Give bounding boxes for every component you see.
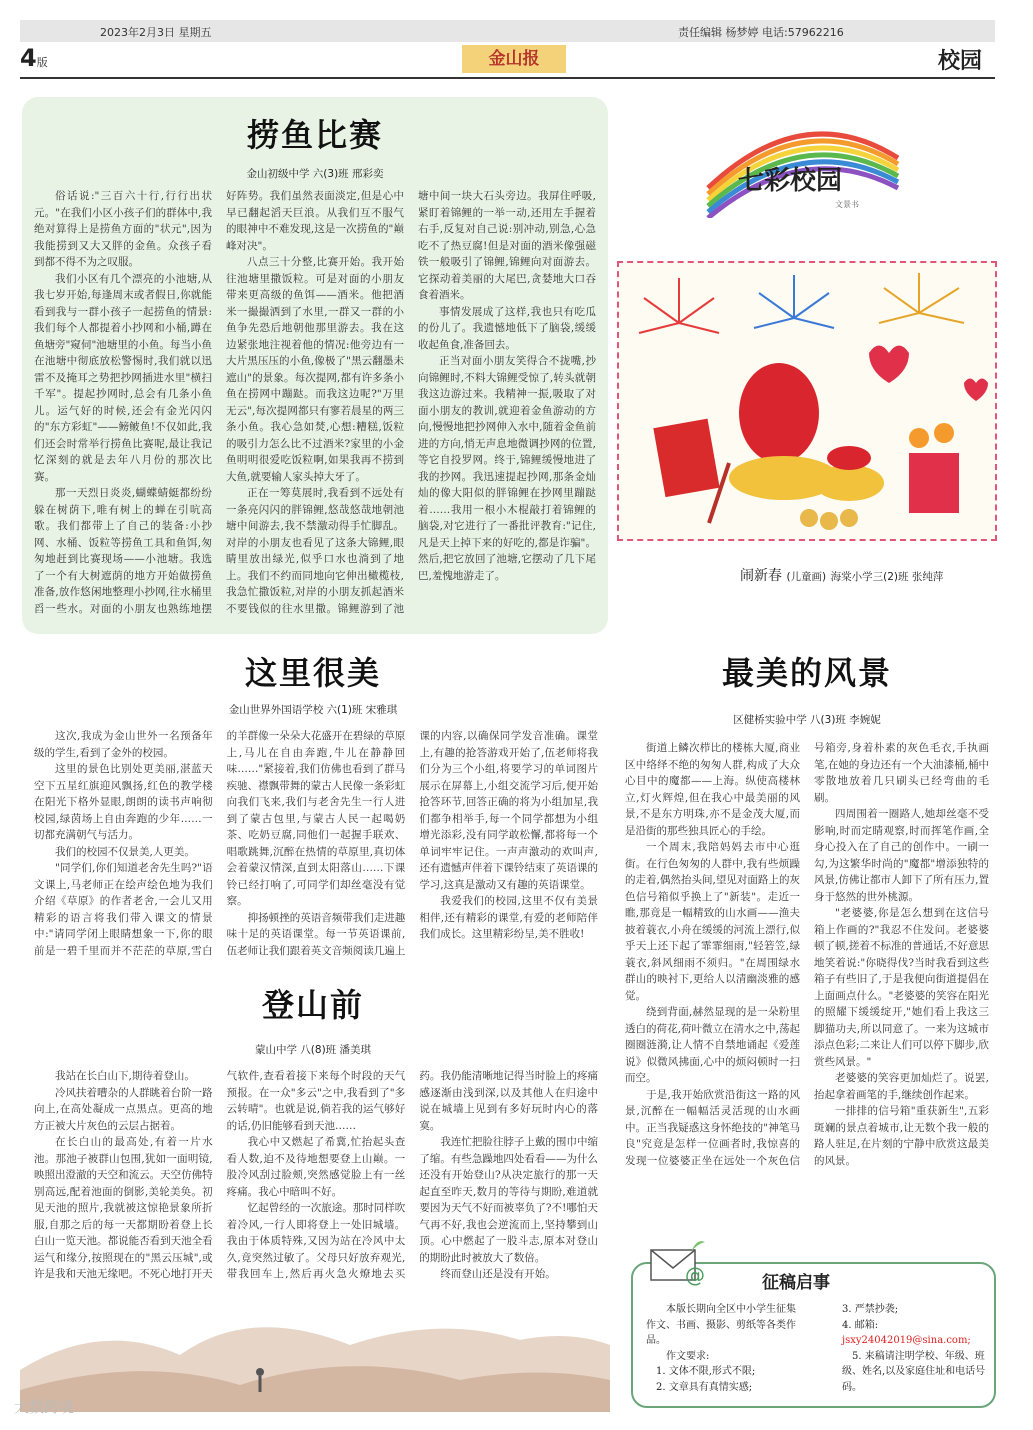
notice-line: 本版长期向全区中小学生征集作文、书画、摄影、剪纸等各类作品。 — [646, 1304, 796, 1346]
article-paragraph: 正当对面小朋友笑得合不拢嘴,抄向锦鲤时,不料大锦鲤受惊了,转头就朝我这边游过来。我精神一振,吸取了对面小朋友的教训,就迎着金鱼游动的方向,慢慢地把抄网伸入水中,随着金鱼前进的方向,悄无声息地微调抄网的位置,等它自投罗网。终于,锦鲤缓慢地进了我的抄网。我迅速提起抄网,那条金灿灿的像大阳似的胖锦鲤在抄网里蹦跶着……我用一根小木棍敲打着锦鲤的脑袋,对它进行了一番批评教育:"记住,凡是天上掉下来的好吃的,都是诈骗"。然后,把它放回了池塘,它摆动了几下尾巴,羞愧地游走了。 — [418, 355, 596, 582]
article-paragraph: 我连忙把脸往脖子上戴的围巾中缩了缩。有些急躁地四处看看——为什么还没有开始登山?从决定旅行的那一天起直至昨天,数月的等待与期盼,难道就要因为天气不好而被辜负了?不!哪怕天气再不好,我也会逆流而上,坚持攀到山顶。心中燃起了一股斗志,原本对登山的期盼此时被放大了数倍。 — [419, 1136, 598, 1264]
article-paragraph: 俗话说:"三百六十行,行行出状元。"在我们小区小孩子们的群体中,我绝对算得上是捞鱼方面的"状元",因为我能捞到又大又胖的金鱼。众孩子看到都不得不为之叹服。 — [34, 190, 212, 268]
article-paragraph: 一排排的信号箱"重获新生",五彩斑斓的景点着城市,让无数个我一般的路人驻足,在片刻的宁静中欣赏这最美的风景。 — [814, 1105, 989, 1167]
section-name: 校园 — [938, 49, 983, 74]
banner-signature: 文景书 — [835, 200, 859, 209]
notice-line: 5. 来稿请注明学校、年级、班级、姓名,以及家庭住址和电话号码。 — [842, 1350, 986, 1393]
article-paragraph: 抑扬顿挫的英语音频带我们走进趣味十足的英语课堂。每一节英语课前,伍老师让我们跟着英文音频阅读几遍上课的内容,以确保同学发音准确。课堂上,有趣的抢答游戏开始了,伍老师将我们分为三个小组,将要学习的单词图片展示在屏幕上,小组交流学习后,便开始抢答环节,回答正确的将为小组加星,我们都争相举手,每一个同学都想为小组增光添彩,没有同学敢松懈,都将每一个单词牢牢记住。一声声激动的欢叫声,还有遗憾声伴着下课铃结束了英语课的学习,这真是激动又有趣的英语课堂。 — [226, 730, 598, 957]
article-body — [34, 1068, 598, 1296]
article-paragraph: 终而登山还是没有开始。 — [440, 1268, 556, 1280]
newspaper-logo: 金山报 — [462, 45, 566, 73]
article-title: 登山前 — [261, 986, 364, 1024]
article-byline: 区健桥实验中学 八(3)班 李婉妮 — [733, 714, 881, 726]
notice-line: 作文要求: — [666, 1350, 710, 1362]
article-byline: 金山世界外国语学校 六(1)班 宋雅琪 — [228, 704, 398, 716]
article-paragraph: 我爱我们的校园,这里不仅有美景相伴,还有精彩的课堂,有爱的老师陪伴我们成长。这里精彩纷呈,美不胜收! — [419, 895, 598, 940]
article-paragraph: 绕到背面,赫然显现的是一朵粉里透白的荷花,荷叶微立在清水之中,荡起圈圈涟漪,让人情不自禁地诵起《爱莲说》似微风拂面,心中的烦闷顿时一扫而空。 — [625, 1006, 800, 1084]
article-paragraph: 我们的校园不仅景美,人更美。 — [55, 845, 195, 858]
notice-line: 1. 文体不限,形式不限; — [656, 1366, 756, 1377]
article-title: 最美的风景 — [721, 654, 892, 692]
watermark: 大数跨境 — [14, 1398, 75, 1416]
article-paragraph: 这次,我成为金山世外一名预备年级的学生,看到了金外的校园。 — [34, 730, 213, 759]
article-paragraph: 街道上鳞次栉比的楼栋大厦,商业区中络绎不绝的匆匆人群,构成了大众心目中的魔都——上海。纵使高楼林立,灯火辉煌,但在我心中最美丽的风景,不是东方明珠,亦不是金茂大厦,而是沿街的那些独具匠心的手绘。 — [625, 742, 800, 837]
header-rule — [20, 77, 995, 79]
article-byline: 蒙山中学 八(8)班 潘美琪 — [254, 1044, 372, 1056]
article-byline: 金山初级中学 六(3)班 邢彩奕 — [246, 168, 384, 180]
notice-line: 2. 文章具有真情实感; — [656, 1381, 753, 1393]
article-body — [625, 740, 989, 1198]
article-paragraph: 正在一筹莫展时,我看到不远处有一条亮闪闪的胖锦鲤,悠哉悠哉地朝池塘中间游去,我不禁激动得手忙脚乱。对岸的小朋友也看见了这条大锦鲤,眼睛里放出绿光,似乎口水也淌到了地上。我们不约而同地向它伸出橄榄枝,我急忙撒饭粒,对岸的小朋友抓起酒米不要钱似的往水里撒。锦鲤游到了池塘中间一块大石头旁边。我屏住呼吸,紧盯着锦鲤的一举一动,还用左手握着右手,反复对自己说:别冲动,别急,心急吃不了热豆腐!但是对面的酒米像强磁铁一般吸引了锦鲤,锦鲤向对面游去。它探动着美丽的大尾巴,贪婪地大口吞食着酒米。 — [226, 190, 596, 615]
article-paragraph: "同学们,你们知道老舍先生吗?"语文课上,马老师正在绘声绘色地为我们介绍《草原》的作者老舍,一会儿又用精彩的语言将我们带入课文的情景中:"请同学闭上眼睛想象一下,你的眼前是一碧千里而并不茫茫的草原,雪白的羊群像一朵朵大花盛开在碧绿的草原上,马儿在自由奔跑,牛儿在静静回味……"紧接着,我们仿佛也看到了群马疾驰、襟飘带舞的蒙古人民像一条彩虹向我们飞来,我们与老舍先生一行人进到了蒙古包里,与蒙古人民一起喝奶茶、吃奶豆腐,同他们一起握手联欢、唱歌跳舞,沉醉在热情的草原里,真切体会着蒙汉情深,直到太阳落山……下课铃已经打响了,可同学们却丝毫没有觉察。 — [34, 730, 406, 957]
notice-line: 3. 严禁抄袭; — [842, 1304, 899, 1315]
article-paragraph: 四周围着一圈路人,她却丝毫不受影响,时而定睛观察,时而挥笔作画,全身心投入在了自己的创作中。一刷一勾,为这繁华时尚的"魔都"增添独特的风景,仿佛让都市人卸下了所有压力,置身于悠然的世外桃源。 — [814, 808, 989, 903]
article-body — [34, 728, 598, 964]
article-paragraph: 在长白山的最高处,有着一片水池。那池子被群山包围,犹如一面明镜,映照出澄澈的天空和流云。天空仿佛特别高远,配着池面的倒影,美轮美奂。初见天池的照片,我就被这惊艳景象所折服,自那之后的每一天都期盼着登上长白山一览天池。都说能否看到天池全看运气和缘分,按照现在的"黑云压城",或许是我和天池无缘吧。不死心地打开天气软件,查看着接下来每个时段的天气预报。在一众"多云"之中,我看到了"多云转晴"。也就是说,倘若我的运气够好的话,仍旧能够看到天池…… — [34, 1070, 406, 1280]
notice-title: 征稿启事 — [762, 1273, 830, 1293]
notice-right-column — [842, 1302, 987, 1395]
article-paragraph: 我心中又燃起了希冀,忙抬起头查看人数,迫不及待地想要登上山巅。一股冷风刮过脸颊,突然感觉脸上有一丝疼痛。我心中暗叫不好。 — [226, 1136, 406, 1198]
article-paragraph: 事情发展成了这样,我也只有吃瓜的份儿了。我遗憾地低下了脑袋,缓缓收起鱼食,准备回去。 — [418, 305, 596, 351]
article-paragraph: "老婆婆,你是怎么想到在这信号箱上作画的?"我忍不住发问。老婆婆顿了顿,搓着不标准的普通话,不好意思地笑着说:"你晓得伐?当时我看到这些箱子有些旧了,于是我便向街道提倡在上面画点什么。"老婆婆的笑容在阳光的照耀下缓缓绽开,"她们看上我这三脚猫功夫,所以同意了。一来为这城市添点色彩;二来让人们可以停下脚步,欣赏些风景。" — [814, 907, 989, 1068]
article-body — [34, 188, 596, 624]
submission-email[interactable]: jsxy24042019@sina.com; — [842, 1335, 971, 1346]
banner-title: 七彩校园 — [738, 166, 843, 196]
article-paragraph: 冷风扶着嘈杂的人群眺着台阶一路向上,在高处凝成一点黑点。更高的地方正被大片灰色的云层占据着。 — [34, 1086, 213, 1132]
notice-left-column — [646, 1302, 804, 1395]
article-title: 这里很美 — [244, 654, 381, 692]
article-paragraph: 老婆婆的笑容更加灿烂了。说罢,抬起拿着画笔的手,继续创作起来。 — [814, 1072, 989, 1101]
envelope-icon — [647, 1236, 709, 1288]
notice-line: 4. 邮箱: — [842, 1319, 879, 1331]
article-paragraph: 那一天烈日炎炎,蝴蝶蜻蜓都纷纷躲在树荫下,唯有树上的蝉在引吭高歌。我们都带上了自己的装备:小抄网、水桶、饭粒等捞鱼工具和鱼饵,匆匆地赶到比赛现场——小池塘。我选了一个有大树遮荫的地方开始做捞鱼准备,放作悠闲地整理小抄网,往水桶里舀一些水。对面的小朋友也熟练地摆好阵势。我们虽然表面淡定,但是心中早已翻起滔天巨浪。从我们互不服气的眼神中不难发现,这是一次捞鱼的"巅峰对决"。 — [34, 190, 404, 615]
painting-image — [619, 263, 995, 539]
article-paragraph: 这里的景色比别处更美丽,湛蓝天空下五星红旗迎风飘扬,红色的教学楼在阳光下格外显眼,朗朗的读书声响彻校园,绿茵场上自由奔跑的少年……一切都充满朝气与活力。 — [34, 763, 213, 841]
article-paragraph: 于是,我开始欣赏沿街这一路的风景,沉醉在一幅幅活灵活现的山水画中。正当我疑惑这身怀绝技的"神笔马良"究竟是怎样一位画者时,我惊喜的发现一位婆婆正坐在远处一个灰色信号箱旁,身着朴素的灰色毛衣,手执画笔,在她的身边还有一个大油漆桶,桶中零散地放着几只刷头已经弯曲的毛刷。 — [625, 742, 989, 1167]
svg-text:@: @ — [685, 1263, 705, 1287]
article-paragraph: 我们小区有几个漂亮的小池塘,从我七岁开始,每逢周末或者假日,你就能看到我与一群小孩子一起捞鱼的情景:我们每个人都提着小抄网和小桶,蹲在鱼塘旁"窥伺"池塘里的小鱼。每当小鱼在池塘中彻底放松警惕时,我们就以迅雷不及掩耳之势把抄网插进水里"横扫千军"。提起抄网时,总会有几条小鱼儿。运气好的时候,还会有金光闪闪的"东方彩虹"——鳑鲏鱼!不仅如此,我们还会时常举行捞鱼比赛呢,最让我记忆深刻的就是去年八月份的那次比赛。 — [34, 272, 212, 483]
article-paragraph: 一个周末,我陪妈妈去市中心逛街。在行色匆匆的人群中,我有些烦躁的走着,偶然抬头间,望见对面路上的灰色信号箱似乎换上了"新装"。走近一瞧,那竟是一幅精致的山水画——渔夫披着蓑衣,小舟在缓缓的河流上漂行,似乎天上还下起了霏霏细雨,"轻箬笠,绿蓑衣,斜风细雨不须归。"在周围绿水群山的映衬下,更给人以清幽淡雅的感觉。 — [625, 841, 800, 1002]
article-title: 捞鱼比赛 — [246, 116, 383, 154]
page-number: 4版 — [20, 44, 48, 72]
mountain-illustration — [20, 1300, 610, 1412]
editor-info: 责任编辑 杨梦婷 电话:57962216 — [678, 26, 844, 39]
painting-caption: 闹新春 (儿童画) 海棠小学三(2)班 张纯萍 — [740, 568, 944, 584]
article-paragraph: 八点三十分整,比赛开始。我开始往池塘里撒饭粒。可是对面的小朋友带来更高级的鱼饵——酒米。他把酒米一撮撮洒到了水里,一群又一群的小鱼争先恐后地朝他那里游去。我在这边紧张地注视着他的情况:他旁边有一大片黑压压的小鱼,像极了"黑云翻墨未遮山"的景象。每次提网,都有许多条小鱼在捞网中蹦跶。而我这边呢?"万里无云",每次提网都只有寥若晨星的两三条小鱼。我心急如焚,心想:糟糕,饭粒的吸引力怎么比不过酒米?家里的小金鱼明明很爱吃饭粒啊,如果我再不捞到大鱼,就要输人家头掉大牙了。 — [226, 256, 404, 483]
childrens-painting — [617, 261, 997, 541]
article-paragraph: 我站在长白山下,期待着登山。 — [55, 1070, 195, 1082]
issue-date: 2023年2月3日 星期五 — [100, 26, 212, 39]
article-paragraph: 忆起曾经的一次旅途。那时同样吹着冷风,一行人即将登上一处旧城墙。我由于体质特殊,又因为站在冷风中太久,竟突然过敏了。父母只好放弃观光,带我回车上,然后再火急火燎地去买药。我仍能清晰地记得当时脸上的疼痛感逐渐由浅到深,以及其他人在归途中说在城墙上见到有多好玩时内心的落寞。 — [226, 1070, 598, 1280]
